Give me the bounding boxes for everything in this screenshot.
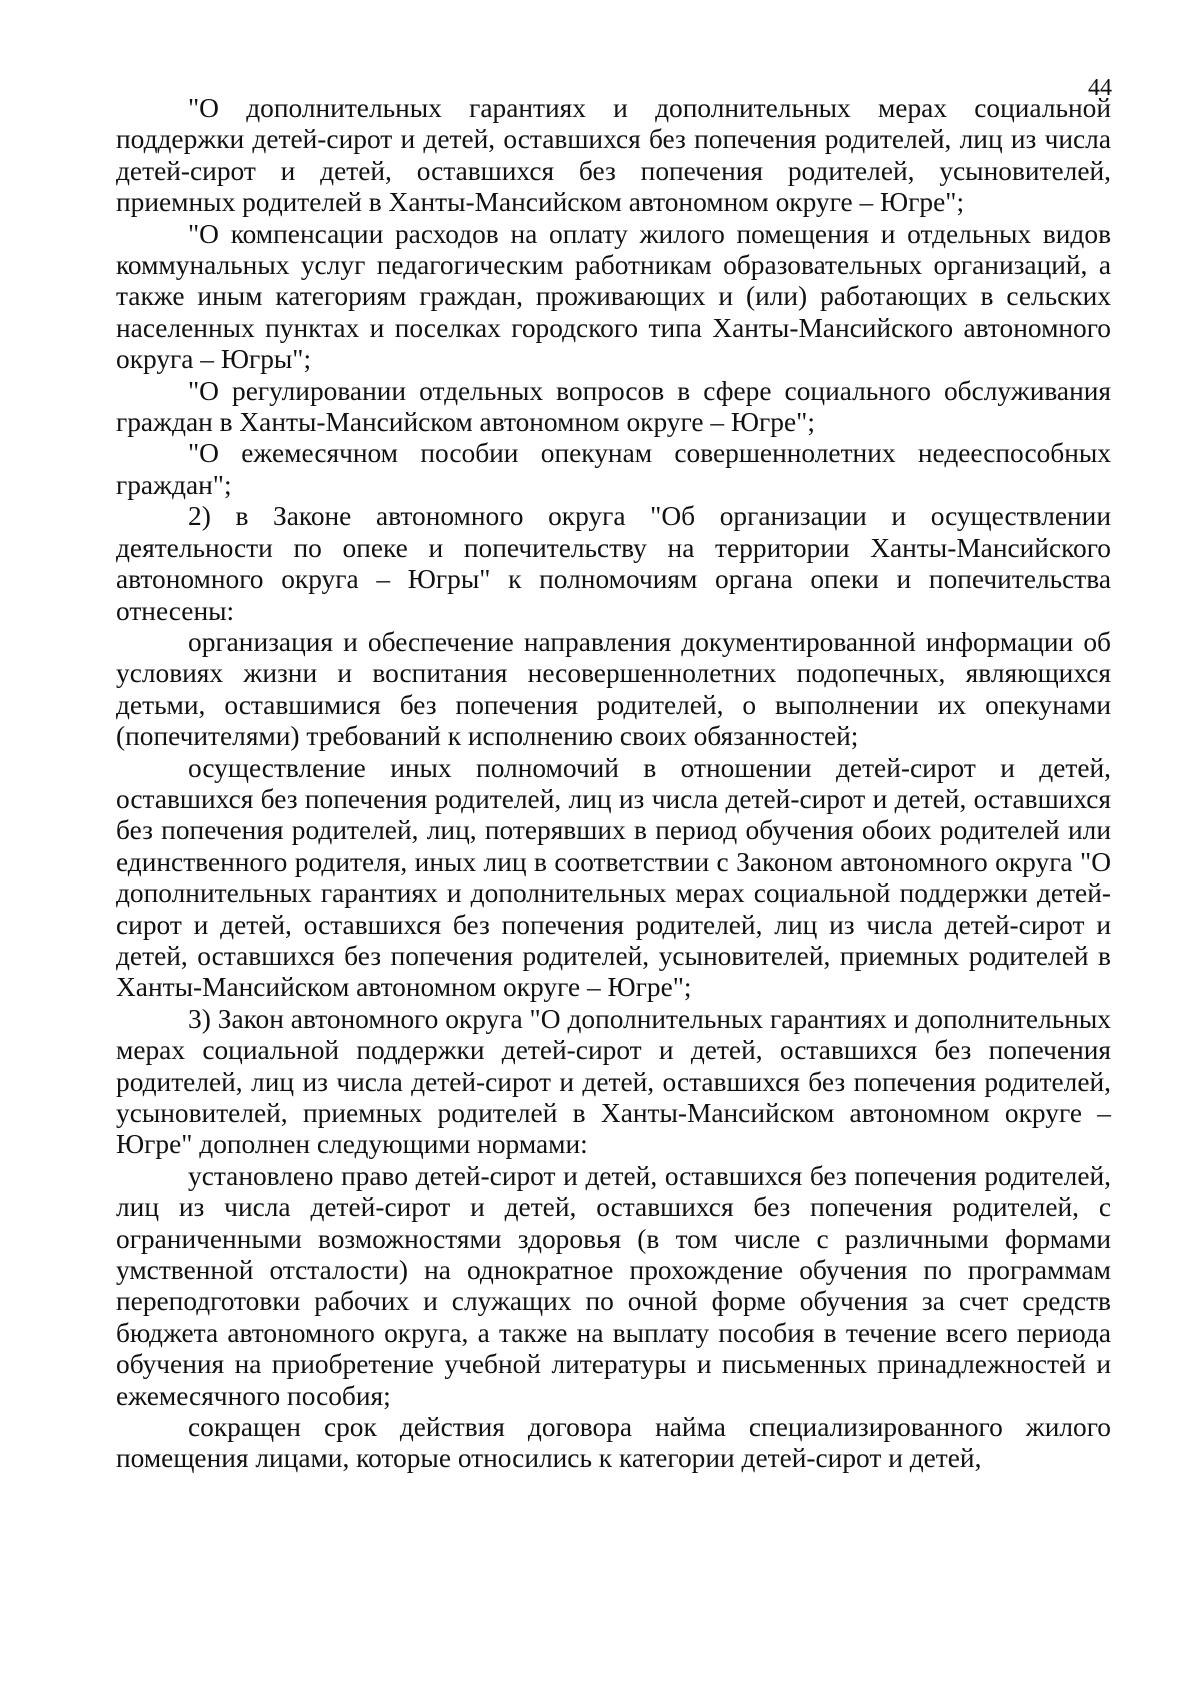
paragraph-item-2-guardianship-law: 2) в Законе автономного округа "Об организации и осуществлении деятельности по опеке и попечительству на территории Ханты-Мансийского автономного округа – Югры" к полномочиям органа опеки и попечительства отнесены: [116,501,1111,626]
paragraph-law-compensation-title: "О компенсации расходов на оплату жилого помещения и отдельных видов коммунальных услуг педагогическим работникам образовательных организаций, а также иным категориям граждан, проживающих и (или) работающих в сельских населенных пунктах и поселках городского типа Ханты-Мансийского автономного округа – Югры"; [116,218,1111,375]
paragraph-item-3-law-amendments: 3) Закон автономного округа "О дополнительных гарантиях и дополнительных мерах социальной поддержки детей-сирот и детей, оставшихся без попечения родителей, лиц из числа детей-сирот и детей, оставшихся без попечения родителей, усыновителей, приемных родителей в Ханты-Мансийском автономном округе – Югре" дополнен следующими нормами: [116,1003,1111,1160]
page-number: 44 [1088,75,1112,101]
paragraph-housing-contract-term: сокращен срок действия договора найма специализированного жилого помещения лицами, которые относились к категории детей-сирот и детей, [116,1412,1111,1474]
paragraph-training-right: установлено право детей-сирот и детей, оставшихся без попечения родителей, лиц из числа детей-сирот и детей, оставшихся без попечения родителей, с ограниченными возможностями здоровья (в том числе с различными формами умственной отсталости) на однократное прохождение обучения по программам переподготовки рабочих и служащих по очной форме обучения за счет средств бюджета автономного округа, а также на выплату пособия в течение всего периода обучения на приобретение учебной литературы и письменных принадлежностей и ежемесячного пособия; [116,1160,1111,1411]
paragraph-guardianship-information: организация и обеспечение направления документированной информации об условиях жизни и воспитания несовершеннолетних подопечных, являющихся детьми, оставшимися без попечения родителей, о выполнении их опекунами (попечителями) требований к исполнению своих обязанностей; [116,626,1111,752]
paragraph-law-social-services-title: "О регулировании отдельных вопросов в сфере социального обслуживания граждан в Ханты-Мансийском автономном округе – Югре"; [116,375,1111,438]
document-body [116,93,1111,1475]
paragraph-law-guarantees-title: "О дополнительных гарантиях и дополнительных мерах социальной поддержки детей-сирот и детей, оставшихся без попечения родителей, лиц из числа детей-сирот и детей, оставшихся без попечения родителей, усыновителей, приемных родителей в Ханты-Мансийском автономном округе – Югре"; [116,93,1111,218]
paragraph-guardianship-other-powers: осуществление иных полномочий в отношении детей-сирот и детей, оставшихся без попечения родителей, лиц из числа детей-сирот и детей, оставшихся без попечения родителей, лиц, потерявших в период обучения обоих родителей или единственного родителя, иных лиц в соответствии с Законом автономного округа "О дополнительных гарантиях и дополнительных мерах социальной поддержки детей-сирот и детей, оставшихся без попечения родителей, лиц из числа детей-сирот и детей, оставшихся без попечения родителей, усыновителей, приемных родителей в Ханты-Мансийском автономном округе – Югре"; [116,752,1111,1003]
paragraph-law-guardian-allowance-title: "О ежемесячном пособии опекунам совершеннолетних недееспособных граждан"; [116,438,1111,500]
